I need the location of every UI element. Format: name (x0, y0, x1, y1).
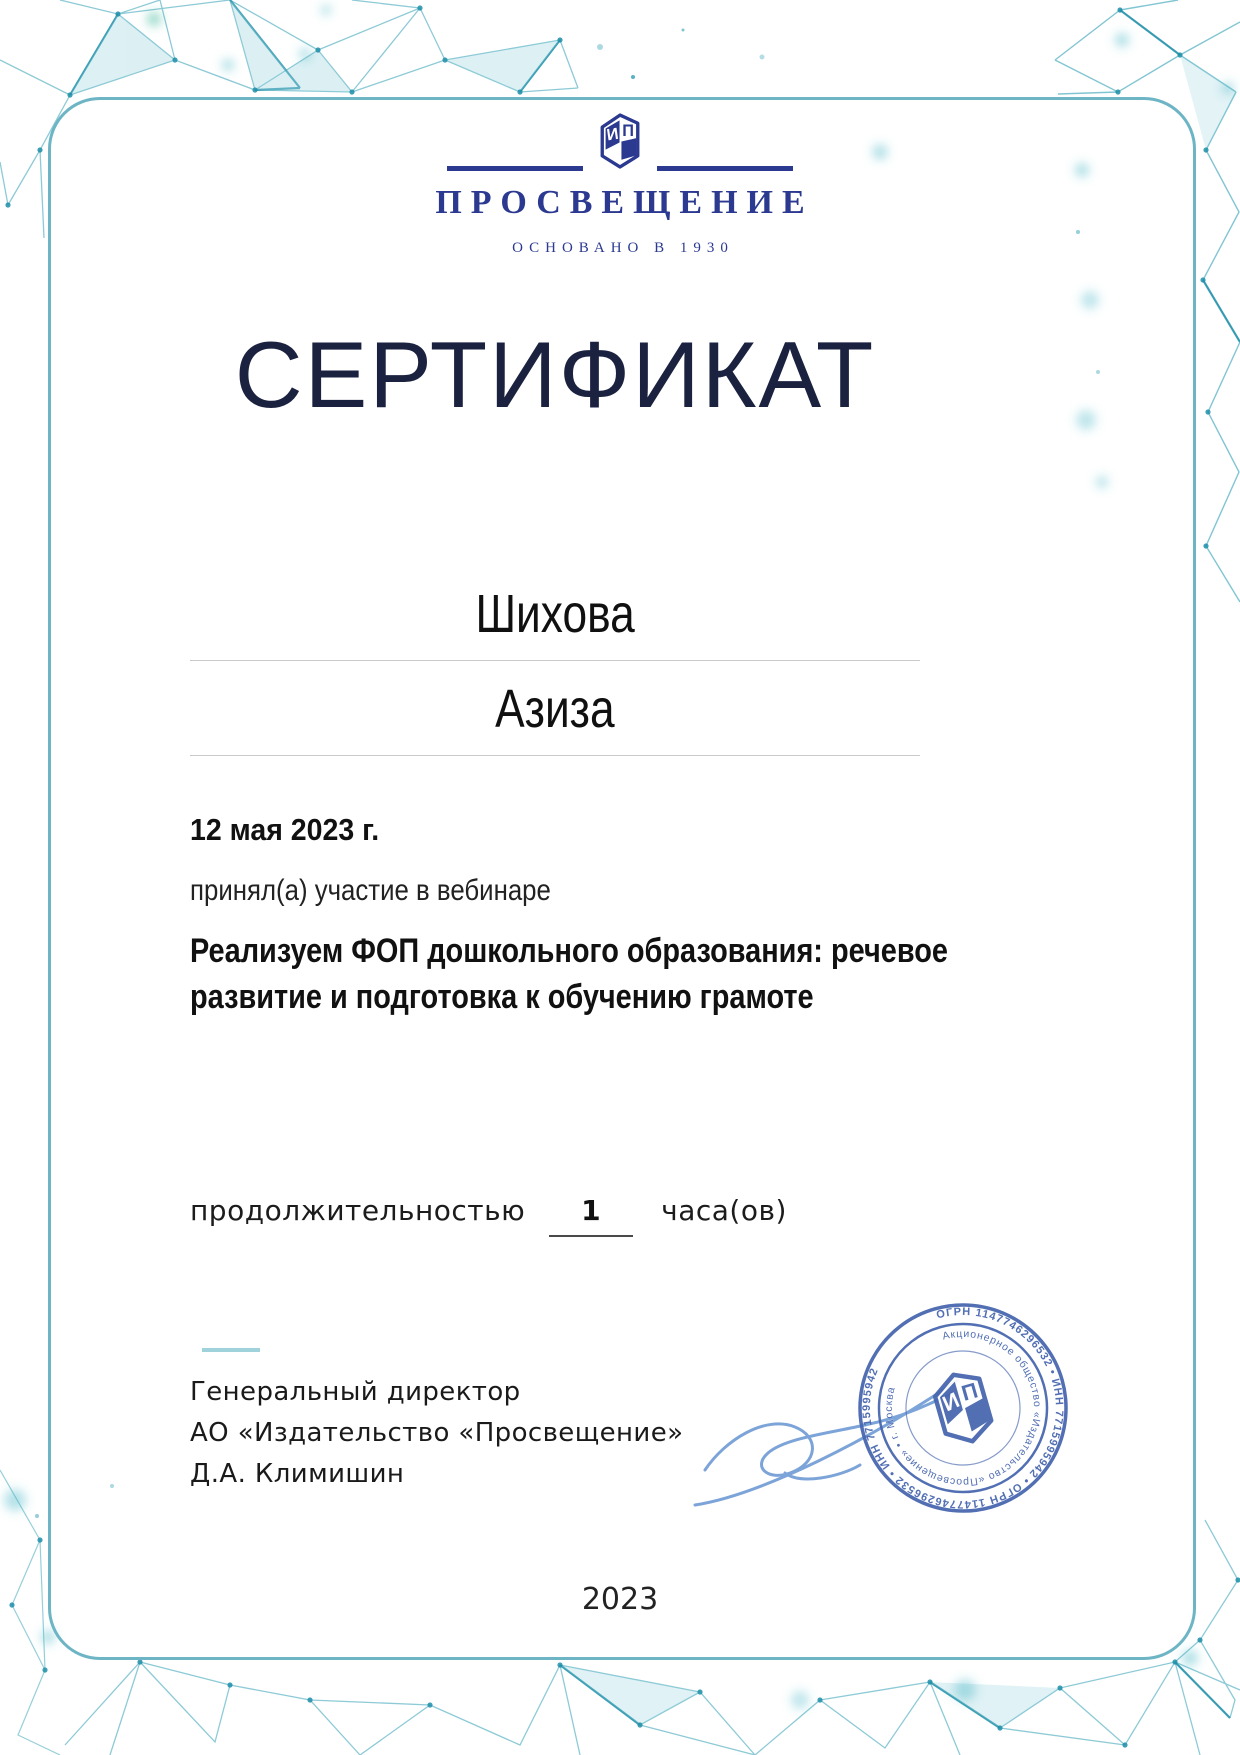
duration-row (190, 1194, 787, 1237)
company-stamp (845, 1290, 1081, 1526)
signatory-name: Д.А. Климишин (190, 1459, 405, 1489)
recipient-last-name: Шихова (475, 584, 635, 644)
stamp-inner-ring-text: Акционерное общество «Издательство «Просвещение» • г. Москва (882, 1327, 1044, 1489)
participation-text: принял(а) участие в вебинаре (190, 874, 551, 907)
stamp-outer-ring-text: ОГРН 1147746296532 • ИНН 7715995942 • ОГРН 1147746296532 • ИНН 7715995942 (860, 1305, 1066, 1511)
recipient-first-name-field (190, 671, 920, 756)
recipient-first-name: Азиза (495, 679, 615, 739)
signatory-organization: АО «Издательство «Просвещение» (190, 1418, 684, 1448)
recipient-last-name-field (190, 576, 920, 661)
duration-value: 1 (549, 1194, 633, 1237)
signature-divider-dash (202, 1348, 260, 1352)
logo-rule-left (447, 166, 583, 171)
duration-unit: часа(ов) (661, 1194, 787, 1227)
footer-year: 2023 (581, 1582, 659, 1617)
signatory-position: Генеральный директор (190, 1377, 521, 1407)
duration-label: продолжительностью (190, 1194, 526, 1227)
publisher-name: ПРОСВЕЩЕНИЕ (435, 184, 814, 221)
publisher-tagline: ОСНОВАНО В 1930 (512, 240, 734, 256)
signatory-block (190, 1372, 683, 1495)
webinar-title: Реализуем ФОП дошкольного образования: речевое развитие и подготовка к обучению грамоте (190, 932, 948, 1016)
logo-rule-right (657, 166, 793, 171)
event-date: 12 мая 2023 г. (190, 812, 380, 847)
certificate-title: СЕРТИФИКАТ (234, 322, 876, 427)
publisher-monogram-logo (596, 112, 644, 170)
